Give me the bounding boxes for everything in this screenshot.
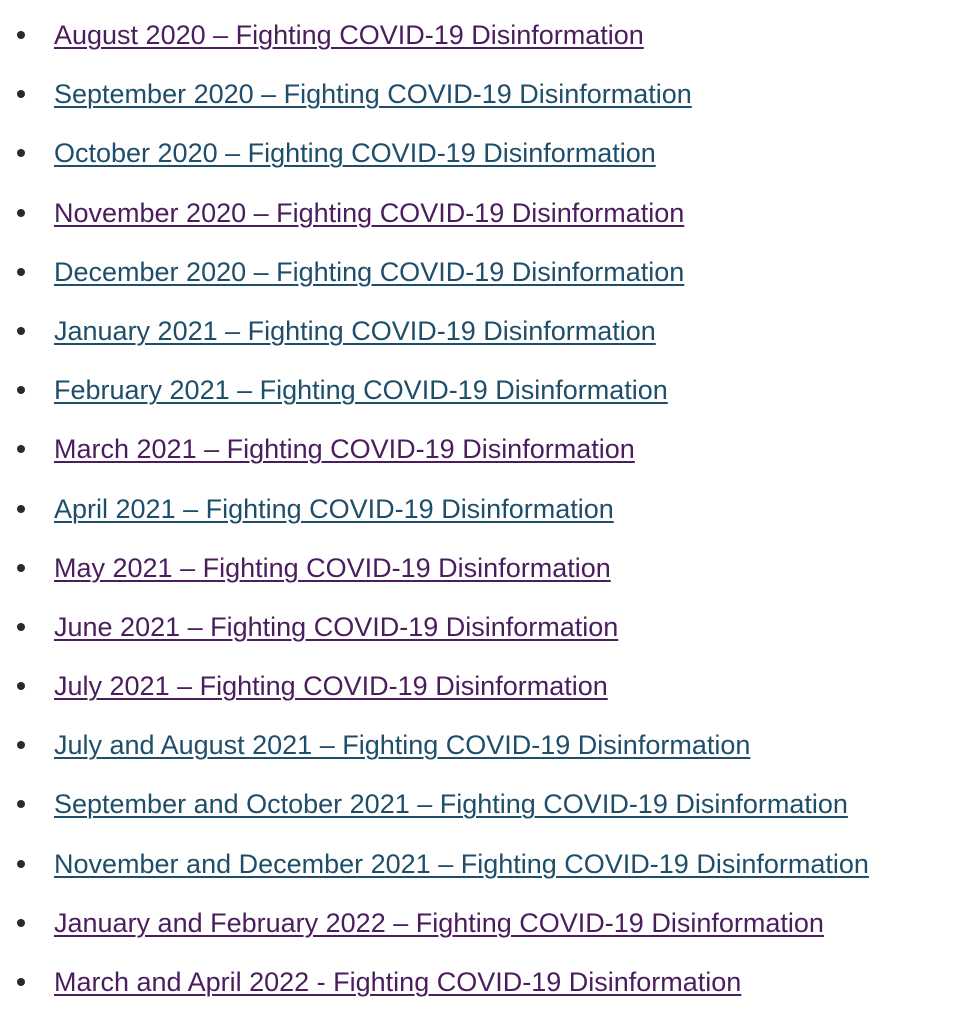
- report-link[interactable]: September 2020 – Fighting COVID-19 Disinformation: [54, 79, 692, 110]
- report-link[interactable]: January 2021 – Fighting COVID-19 Disinformation: [54, 315, 656, 346]
- bullet-dot-icon: [17, 268, 25, 276]
- report-link[interactable]: July 2021 – Fighting COVID-19 Disinformation: [54, 671, 608, 702]
- list-item: [0, 546, 965, 605]
- list-item: [0, 72, 965, 131]
- report-link-list: [0, 13, 965, 1019]
- list-item: [0, 191, 965, 250]
- list-item: [0, 782, 965, 841]
- report-link[interactable]: April 2021 – Fighting COVID-19 Disinformation: [54, 493, 614, 524]
- bullet-dot-icon: [17, 682, 25, 690]
- bullet-dot-icon: [17, 860, 25, 868]
- bullet-dot-icon: [17, 90, 25, 98]
- report-link[interactable]: October 2020 – Fighting COVID-19 Disinformation: [54, 138, 656, 169]
- bullet-dot-icon: [17, 623, 25, 631]
- bullet-dot-icon: [17, 978, 25, 986]
- report-link[interactable]: July and August 2021 – Fighting COVID-19 Disinformation: [54, 730, 751, 761]
- bullet-dot-icon: [17, 327, 25, 335]
- report-link[interactable]: February 2021 – Fighting COVID-19 Disinformation: [54, 375, 668, 406]
- list-item: [0, 427, 965, 486]
- list-item: [0, 605, 965, 664]
- bullet-dot-icon: [17, 505, 25, 513]
- bullet-dot-icon: [17, 564, 25, 572]
- bullet-dot-icon: [17, 149, 25, 157]
- report-link[interactable]: November 2020 – Fighting COVID-19 Disinformation: [54, 197, 685, 228]
- bullet-dot-icon: [17, 741, 25, 749]
- bullet-dot-icon: [17, 919, 25, 927]
- list-item: [0, 723, 965, 782]
- report-link[interactable]: March 2021 – Fighting COVID-19 Disinformation: [54, 434, 635, 465]
- report-link[interactable]: August 2020 – Fighting COVID-19 Disinformation: [54, 20, 644, 50]
- report-link[interactable]: September and October 2021 – Fighting COVID-19 Disinformation: [54, 789, 848, 820]
- list-item: [0, 131, 965, 190]
- report-link[interactable]: November and December 2021 – Fighting COVID-19 Disinformation: [54, 848, 869, 879]
- list-item: [0, 842, 965, 901]
- bullet-dot-icon: [17, 386, 25, 394]
- bullet-dot-icon: [17, 31, 25, 39]
- bullet-dot-icon: [17, 209, 25, 217]
- report-link[interactable]: January and February 2022 – Fighting COVID-19 Disinformation: [54, 907, 824, 938]
- list-item: [0, 901, 965, 960]
- list-item: [0, 960, 965, 1019]
- list-item: [0, 487, 965, 546]
- list-item: [0, 664, 965, 723]
- report-link[interactable]: May 2021 – Fighting COVID-19 Disinformation: [54, 552, 611, 583]
- report-link[interactable]: March and April 2022 - Fighting COVID-19 Disinformation: [54, 967, 742, 997]
- report-link[interactable]: December 2020 – Fighting COVID-19 Disinformation: [54, 256, 685, 287]
- list-item: [0, 250, 965, 309]
- report-link[interactable]: June 2021 – Fighting COVID-19 Disinformation: [54, 611, 619, 642]
- list-item: [0, 13, 965, 72]
- bullet-dot-icon: [17, 445, 25, 453]
- list-item: [0, 309, 965, 368]
- bullet-dot-icon: [17, 800, 25, 808]
- list-item: [0, 368, 965, 427]
